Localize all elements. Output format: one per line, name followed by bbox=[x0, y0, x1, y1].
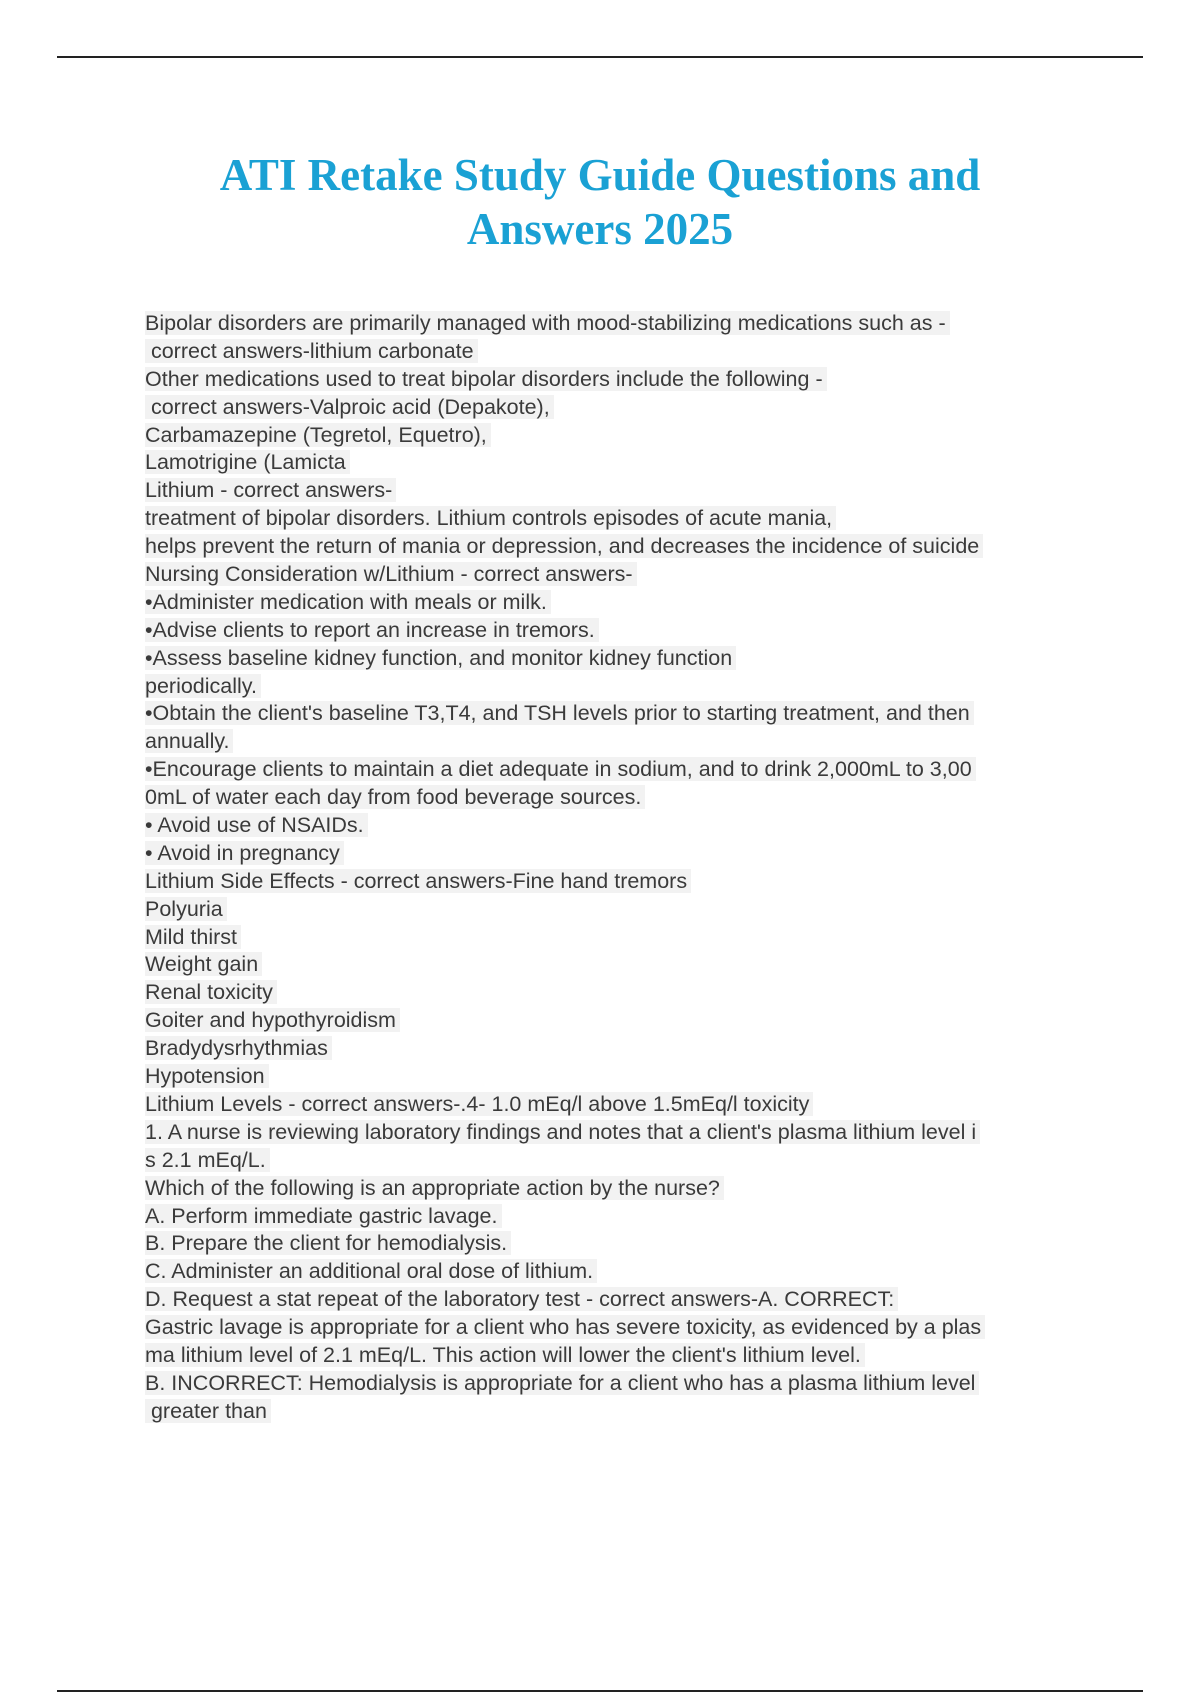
text-line: correct answers-Valproic acid (Depakote), bbox=[145, 394, 1095, 422]
rationale-line: greater than bbox=[145, 1398, 1095, 1426]
question-line: Which of the following is an appropriate action by the nurse? bbox=[145, 1175, 1095, 1203]
text-line: correct answers-lithium carbonate bbox=[145, 338, 1095, 366]
rationale-line: ma lithium level of 2.1 mEq/L. This action will lower the client's lithium level. bbox=[145, 1342, 1095, 1370]
text-line: Lamotrigine (Lamicta bbox=[145, 449, 1095, 477]
text-line: annually. bbox=[145, 728, 1095, 756]
text-line: Polyuria bbox=[145, 896, 1095, 924]
bullet-line: •Advise clients to report an increase in tremors. bbox=[145, 617, 1095, 645]
top-rule bbox=[57, 56, 1143, 58]
text-line: Carbamazepine (Tegretol, Equetro), bbox=[145, 422, 1095, 450]
bullet-line: • Avoid in pregnancy bbox=[145, 840, 1095, 868]
text-line: treatment of bipolar disorders. Lithium controls episodes of acute mania, bbox=[145, 505, 1095, 533]
text-line: periodically. bbox=[145, 673, 1095, 701]
text-line: Nursing Consideration w/Lithium - correct answers- bbox=[145, 561, 1095, 589]
rationale-line: B. INCORRECT: Hemodialysis is appropriate for a client who has a plasma lithium level bbox=[145, 1370, 1095, 1398]
rationale-line: Gastric lavage is appropriate for a client who has severe toxicity, as evidenced by a plas bbox=[145, 1314, 1095, 1342]
text-line: Lithium Levels - correct answers-.4- 1.0 mEq/l above 1.5mEq/l toxicity bbox=[145, 1091, 1095, 1119]
answer-option: A. Perform immediate gastric lavage. bbox=[145, 1203, 1095, 1231]
bullet-line: •Encourage clients to maintain a diet adequate in sodium, and to drink 2,000mL to 3,00 bbox=[145, 756, 1095, 784]
document-title-line-2: Answers 2025 bbox=[466, 204, 734, 254]
text-line: Bipolar disorders are primarily managed with mood-stabilizing medications such as - bbox=[145, 310, 1095, 338]
question-line: s 2.1 mEq/L. bbox=[145, 1147, 1095, 1175]
text-line: Renal toxicity bbox=[145, 979, 1095, 1007]
text-line: 0mL of water each day from food beverage sources. bbox=[145, 784, 1095, 812]
answer-option: B. Prepare the client for hemodialysis. bbox=[145, 1230, 1095, 1258]
text-line: Hypotension bbox=[145, 1063, 1095, 1091]
question-line: 1. A nurse is reviewing laboratory findings and notes that a client's plasma lithium level i bbox=[145, 1119, 1095, 1147]
bullet-line: • Avoid use of NSAIDs. bbox=[145, 812, 1095, 840]
document-body bbox=[145, 310, 1095, 1426]
text-line: Lithium - correct answers- bbox=[145, 477, 1095, 505]
text-line: Bradydysrhythmias bbox=[145, 1035, 1095, 1063]
bullet-line: •Obtain the client's baseline T3,T4, and TSH levels prior to starting treatment, and then bbox=[145, 700, 1095, 728]
bottom-rule bbox=[57, 1690, 1143, 1692]
text-line: helps prevent the return of mania or depression, and decreases the incidence of suicide bbox=[145, 533, 1095, 561]
bullet-line: •Administer medication with meals or milk. bbox=[145, 589, 1095, 617]
text-line: Other medications used to treat bipolar disorders include the following - bbox=[145, 366, 1095, 394]
text-line: Mild thirst bbox=[145, 924, 1095, 952]
document-title-line-1: ATI Retake Study Guide Questions and bbox=[219, 150, 981, 200]
answer-option: C. Administer an additional oral dose of lithium. bbox=[145, 1258, 1095, 1286]
text-line: Goiter and hypothyroidism bbox=[145, 1007, 1095, 1035]
bullet-line: •Assess baseline kidney function, and monitor kidney function bbox=[145, 645, 1095, 673]
answer-option: D. Request a stat repeat of the laboratory test - correct answers-A. CORRECT: bbox=[145, 1286, 1095, 1314]
text-line: Lithium Side Effects - correct answers-Fine hand tremors bbox=[145, 868, 1095, 896]
document-title bbox=[100, 148, 1100, 256]
text-line: Weight gain bbox=[145, 951, 1095, 979]
